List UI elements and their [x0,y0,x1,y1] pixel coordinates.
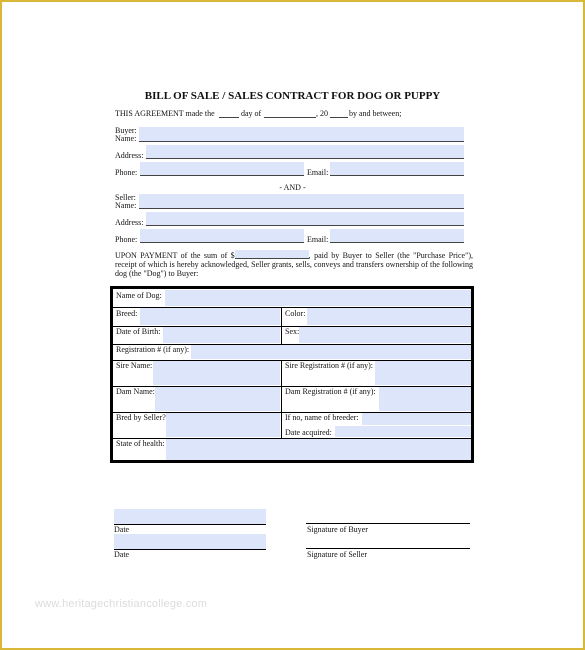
seller-email-label: Email: [307,235,329,244]
state-of-health-field[interactable] [166,439,471,460]
seller-section-label: Seller: [115,193,136,202]
breeder-name-field[interactable] [362,413,471,425]
watermark-text: www.heritagechristiancollege.com [35,598,208,610]
sire-registration-field[interactable] [375,361,471,385]
document-title: BILL OF SALE / SALES CONTRACT FOR DOG OR PUPPY [144,90,441,102]
date-acquired-field[interactable] [335,426,471,437]
agreement-text-4: by and between; [349,109,402,118]
date2-label: Date [114,550,130,559]
seller-phone-field[interactable] [140,229,304,242]
date2-line [114,549,266,550]
buyer-phone-field[interactable] [140,162,304,175]
sire-registration-label: Sire Registration # (if any): [285,361,373,370]
date1-line [114,524,266,525]
date1-label: Date [114,525,130,534]
buyer-email-underline [330,175,464,176]
bred-by-seller-field[interactable] [166,413,280,437]
agreement-text-1: THIS AGREEMENT made the [115,109,215,118]
payment-amount-field[interactable] [235,250,309,259]
seller-signature-line[interactable] [306,548,470,549]
agreement-year-field[interactable] [330,117,348,118]
breed-label: Breed: [116,309,138,318]
bred-by-seller-label: Bred by Seller? [116,413,166,422]
payment-paragraph [115,250,473,278]
table-vrule-3 [281,360,282,438]
agreement-text-3: , 20 [316,109,328,118]
dog-name-field[interactable] [165,290,471,306]
dog-info-table [110,286,474,463]
buyer-name-label: Name: [115,134,137,143]
buyer-address-underline [146,158,464,159]
date-acquired-label: Date acquired: [285,428,332,437]
seller-address-label: Address: [115,218,144,227]
seller-name-label: Name: [115,201,137,210]
date2-field[interactable] [114,534,266,549]
color-field[interactable] [307,308,471,325]
seller-address-field[interactable] [146,212,464,225]
and-separator: - AND - [279,183,306,192]
table-vrule-1 [281,307,282,326]
color-label: Color: [285,309,306,318]
seller-email-field[interactable] [330,229,464,242]
seller-phone-label: Phone: [115,235,138,244]
dam-name-label: Dam Name: [116,387,155,396]
seller-email-underline [330,242,464,243]
state-of-health-label: State of health: [116,439,165,448]
buyer-address-label: Address: [115,151,144,160]
buyer-phone-underline [140,175,304,176]
sex-label: Sex: [285,327,300,336]
dog-name-label: Name of Dog: [116,291,162,300]
date1-field[interactable] [114,509,266,524]
payment-text-2: , paid by Buyer to Seller (the "Purchase Price"), receipt of which is hereby acknowledged, Seller grants, sells, conveys and transfers ownership of the following dog (the "Dog") to Buyer: [115,251,474,278]
dam-registration-label: Dam Registration # (if any): [285,387,376,396]
buyer-signature-line[interactable] [306,523,470,524]
sire-name-field[interactable] [153,361,280,385]
seller-address-underline [146,225,464,226]
breed-field[interactable] [140,308,280,325]
seller-name-field[interactable] [139,194,464,208]
buyer-email-field[interactable] [330,162,464,175]
buyer-email-label: Email: [307,168,329,177]
buyer-signature-label: Signature of Buyer [307,525,368,534]
registration-label: Registration # (if any): [116,345,190,354]
sire-name-label: Sire Name: [116,361,153,370]
date-of-birth-field[interactable] [163,327,280,343]
table-vrule-2 [281,326,282,344]
dam-registration-field[interactable] [379,387,471,411]
seller-name-underline [139,208,464,209]
seller-signature-label: Signature of Seller [307,550,367,559]
buyer-address-field[interactable] [146,145,464,158]
buyer-name-underline [139,141,464,142]
registration-field[interactable] [191,345,471,359]
buyer-name-field[interactable] [139,127,464,141]
agreement-text-2: day of [241,109,262,118]
agreement-day-field[interactable] [219,117,239,118]
agreement-month-field[interactable] [264,117,316,118]
buyer-section-label: Buyer: [115,126,137,135]
date-of-birth-label: Date of Birth: [116,327,161,336]
buyer-phone-label: Phone: [115,168,138,177]
sex-field[interactable] [299,327,471,343]
breeder-name-label: If no, name of breeder: [285,413,359,422]
payment-text-1: UPON PAYMENT of the sum of $ [115,251,235,260]
dam-name-field[interactable] [155,387,280,411]
seller-phone-underline [140,242,304,243]
